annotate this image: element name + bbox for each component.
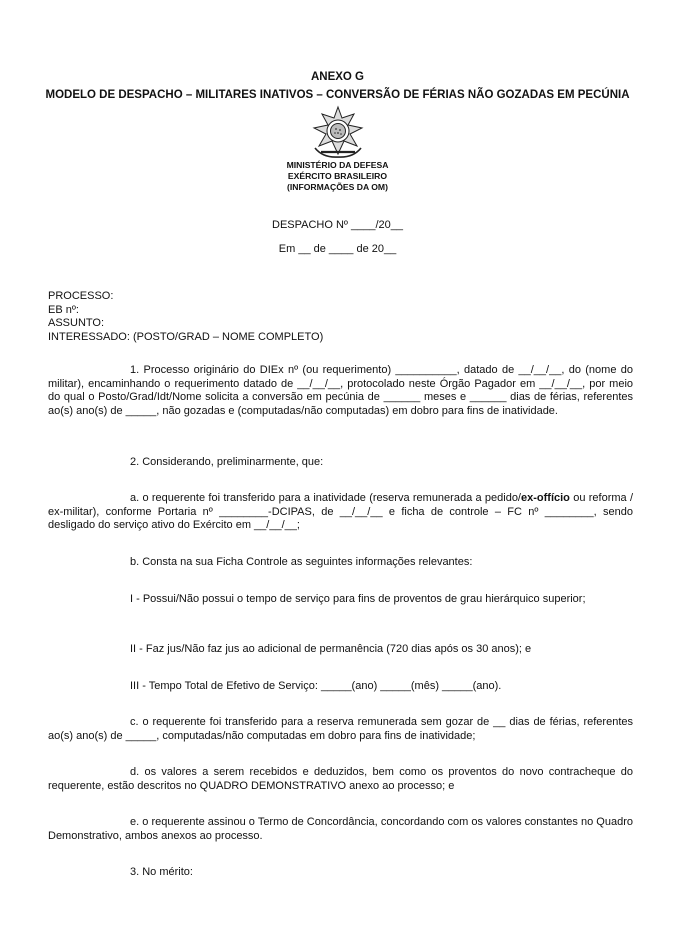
paragraph-b: b. Consta na sua Ficha Controle as seguintes informações relevantes:: [130, 556, 473, 568]
field-processo: PROCESSO:: [48, 290, 114, 302]
paragraph-1: 1. Processo originário do DIEx nº (ou requerimento) __________, datado de __/__/__, do (nome do militar), encaminhando o requerimento datado de __/__/__, protocolado neste Órgão Pagador em __/__/__, por meio do qual o Posto/Grad/Idt/Nome solicita a conversão em pecúnia de ______ meses e ______ dias de férias, referentes ao(s) ano(s) de _____, não gozadas e (computadas/não computadas) em dobro para fins de inatividade.: [48, 364, 633, 417]
header-fields: [48, 290, 323, 344]
paragraph-item-i: I - Possui/Não possui o tempo de serviço para fins de proventos de grau hierárquico superior;: [130, 593, 586, 605]
org-line-ministry: MINISTÉRIO DA DEFESA: [286, 160, 389, 170]
field-assunto: ASSUNTO:: [48, 317, 105, 330]
paragraph-a-text-end: ou reforma / ex-militar), conforme Portaria nº ________-DCIPAS, de __/__/__ e ficha de controle – FC nº ________, sendo desligado do serviço ativo do Exército em __/__/__;: [48, 492, 634, 532]
org-line-om: (INFORMAÇÕES DA OM): [287, 182, 388, 192]
document-title: MODELO DE DESPACHO – MILITARES INATIVOS – CONVERSÃO DE FÉRIAS NÃO GOZADAS EM PECÚNIA: [45, 89, 630, 101]
despacho-date: Em __ de ____ de 20__: [278, 243, 397, 255]
paragraph-a-text: a. o requerente foi transferido para a inatividade (reserva remunerada a pedido/: [130, 492, 521, 504]
coat-of-arms-icon: [309, 104, 367, 160]
paragraph-c: c. o requerente foi transferido para a reserva remunerada sem gozar de __ dias de férias, referentes ao(s) ano(s) de _____, computadas/não computadas em dobro para fins de inatividade;: [48, 716, 633, 742]
paragraph-3: 3. No mérito:: [130, 866, 193, 878]
paragraph-a-bold: ex-offício: [521, 492, 570, 504]
field-interessado: INTERESSADO: (POSTO/GRAD – NOME COMPLETO): [48, 330, 324, 343]
paragraph-e: e. o requerente assinou o Termo de Concordância, concordando com os valores constantes no Quadro Demonstrativo, ambos anexos ao processo.: [48, 816, 633, 842]
annex-label: ANEXO G: [310, 71, 365, 83]
paragraph-item-ii: II - Faz jus/Não faz jus ao adicional de permanência (720 dias após os 30 anos); e: [130, 643, 532, 655]
paragraph-2: 2. Considerando, preliminarmente, que:: [130, 456, 324, 468]
paragraph-d: d. os valores a serem recebidos e deduzidos, bem como os proventos do novo contracheque do requerente, estão descritos no QUADRO DEMONSTRATIVO anexo ao processo; e: [48, 766, 633, 792]
despacho-number: DESPACHO Nº ____/20__: [272, 219, 403, 231]
field-eb: EB nº:: [48, 303, 79, 316]
paragraph-item-iii: III - Tempo Total de Efetivo de Serviço: _____(ano) _____(mês) _____(ano).: [130, 680, 502, 692]
paragraph-a: [48, 492, 633, 533]
org-line-army: EXÉRCITO BRASILEIRO: [287, 171, 388, 181]
